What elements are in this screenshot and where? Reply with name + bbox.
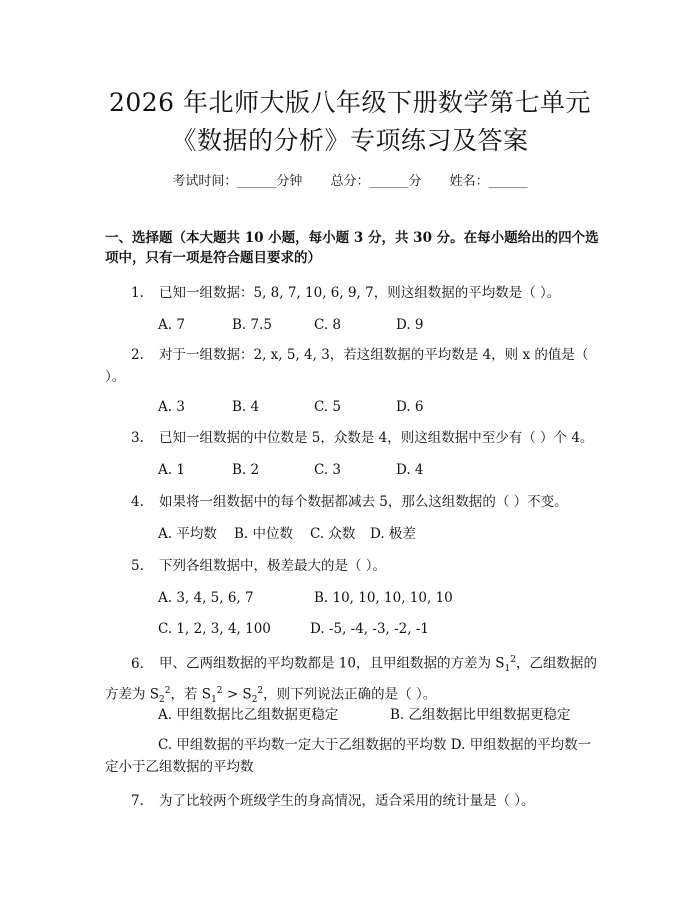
title-line-1: 2026 年北师大版八年级下册数学第七单元	[108, 88, 592, 117]
question-6-options-row-2	[105, 734, 600, 778]
question-text: 如果将一组数据中的每个数据都减去 5，那么这组数据的（ ）不变。	[159, 494, 568, 510]
question-number: 6.	[131, 655, 144, 672]
time-label: 考试时间：______分钟	[172, 174, 303, 189]
title-line-2: 《数据的分析》专项练习及答案	[171, 126, 529, 155]
question-7	[105, 790, 600, 812]
option-c: C. 5	[314, 399, 342, 415]
question-5-options-row-2	[158, 620, 429, 638]
question-text: 已知一组数据的中位数是 5，众数是 4，则这组数据中至少有（ ）个 4。	[159, 430, 594, 446]
superscript: 2	[257, 686, 264, 697]
question-text: 为了比较两个班级学生的身高情况，适合采用的统计量是（ ）。	[159, 793, 535, 809]
question-number: 1.	[131, 285, 144, 301]
option-b: B. 中位数	[234, 526, 294, 542]
subscript-2: 2	[251, 695, 258, 706]
question-number: 3.	[131, 430, 144, 446]
option-b: B. 4	[232, 399, 260, 415]
subscript-2: 2	[159, 695, 165, 706]
option-d: D. -5, -4, -3, -2, -1	[310, 621, 430, 637]
question-2	[105, 344, 600, 388]
option-b: B. 7.5	[232, 317, 272, 333]
question-text-part-1: 甲、乙两组数据的平均数都是 10，且甲组数据的方差为 S	[159, 655, 505, 672]
option-a: A. 7	[158, 317, 185, 333]
option-c: C. 甲组数据的平均数一定大于乙组数据的平均数	[158, 737, 447, 753]
option-d: D. 9	[396, 317, 424, 333]
option-c: C. 1, 2, 3, 4, 100	[158, 621, 271, 637]
question-text: 对于一组数据：2, x, 5, 4, 3，若这组数据的平均数是 4，则 x 的值是（ ）。	[105, 347, 589, 385]
question-6-options-row-1	[158, 706, 571, 724]
question-text-part-4: > S	[222, 686, 252, 703]
option-d: D. 极差	[370, 526, 416, 542]
question-text-part-5: ，则下列说法正确的是（ ）。	[263, 686, 437, 703]
question-3-options	[158, 461, 424, 479]
option-c: C. 3	[314, 462, 342, 478]
question-6	[105, 649, 600, 711]
question-text: 已知一组数据：5, 8, 7, 10, 6, 9, 7，则这组数据的平均数是（ ）。	[159, 285, 561, 301]
question-3	[105, 427, 600, 449]
superscript: 2	[216, 686, 223, 697]
question-4-options	[158, 525, 416, 543]
superscript: 2	[510, 655, 516, 665]
option-c: C. 众数	[310, 526, 356, 542]
question-5-options-row-1	[158, 589, 453, 607]
question-2-options	[158, 398, 424, 416]
option-b: B. 10, 10, 10, 10, 10	[314, 590, 453, 606]
name-label: 姓名：______	[449, 174, 528, 189]
option-a: A. 甲组数据比乙组数据更稳定	[158, 707, 339, 723]
question-1-options	[158, 316, 424, 334]
score-label: 总分：______分	[330, 174, 422, 189]
option-b: B. 2	[232, 462, 260, 478]
option-a: A. 1	[158, 462, 185, 478]
question-1	[105, 282, 600, 304]
option-d: D. 甲组数据的平均数一定小于乙组数据的平均数	[105, 737, 592, 775]
question-text-part-2: ，乙组数据的方差为 S	[105, 655, 597, 703]
option-d: D. 6	[396, 399, 424, 415]
question-text: 下列各组数据中，极差最大的是（ ）。	[159, 558, 387, 574]
question-number: 5.	[131, 558, 144, 574]
option-a: A. 3	[158, 399, 185, 415]
option-c: C. 8	[314, 317, 342, 333]
option-d: D. 4	[396, 462, 424, 478]
section-heading: 一、选择题（本大题共 10 小题，每小题 3 分，共 30 分。在每小题给出的四个选项中，只有一项是符合题目要求的）	[105, 230, 599, 266]
superscript: 2	[164, 686, 171, 697]
option-a: A. 3, 4, 5, 6, 7	[158, 590, 254, 606]
question-number: 2.	[131, 347, 144, 363]
question-number: 4.	[131, 494, 144, 510]
question-number: 7.	[131, 793, 144, 809]
question-4	[105, 491, 600, 513]
option-a: A. 平均数	[158, 526, 217, 542]
subscript-1: 1	[504, 664, 511, 675]
question-text-part-3: ，若 S	[170, 686, 212, 703]
subscript-1: 1	[211, 695, 217, 706]
exam-info	[0, 170, 700, 189]
question-5	[105, 555, 600, 577]
option-b: B. 乙组数据比甲组数据更稳定	[390, 707, 571, 723]
